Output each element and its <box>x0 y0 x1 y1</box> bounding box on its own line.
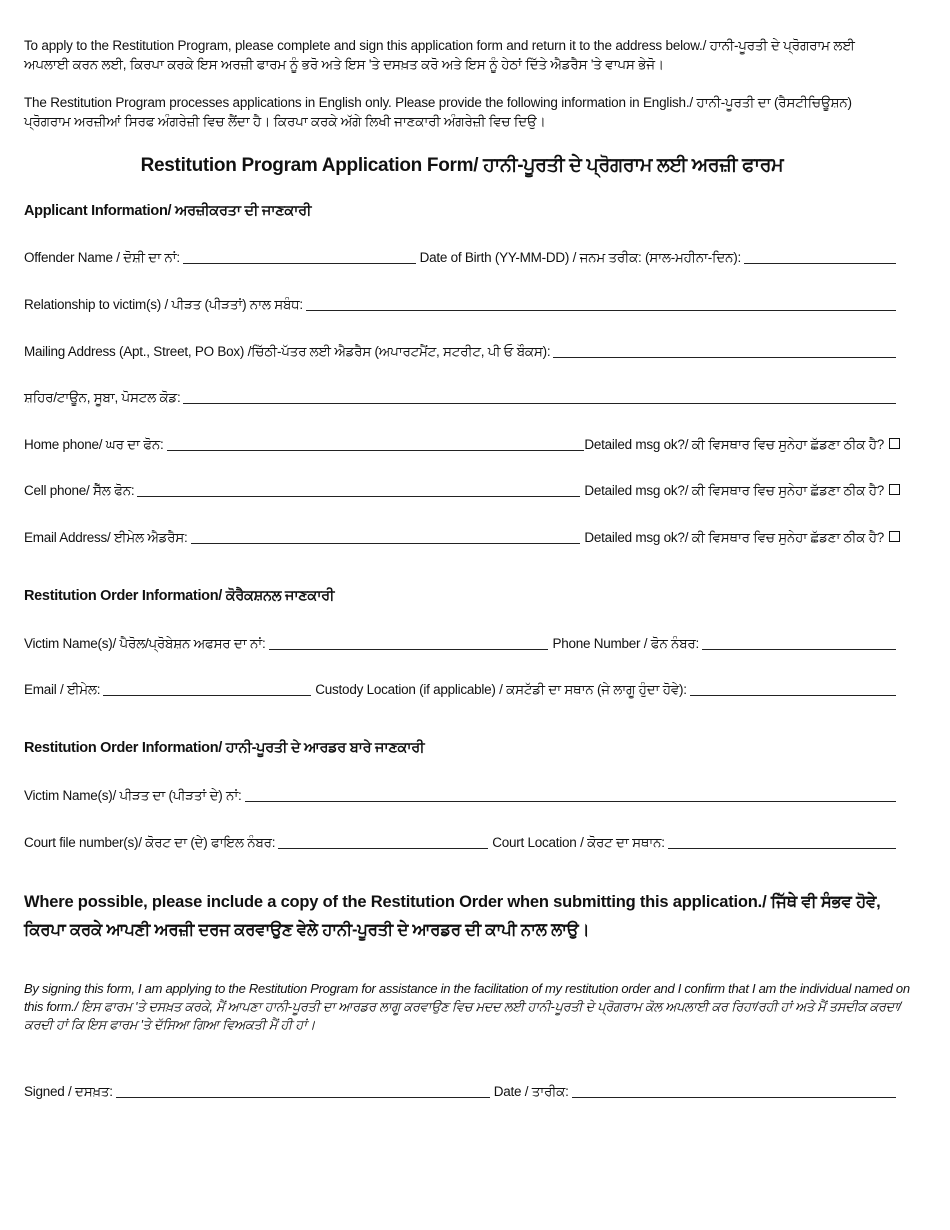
offender-name-field[interactable] <box>183 249 416 264</box>
offender-name-label: Offender Name / ਦੋਸ਼ੀ ਦਾ ਨਾਂ: <box>24 250 180 265</box>
offender-row <box>24 246 900 268</box>
cell-detailed-msg-label: Detailed msg ok?/ ਕੀ ਵਿਸਥਾਰ ਵਿਚ ਸੁਨੇਹਾ ਛੱਡਣਾ ਠੀਕ ਹੈ? <box>584 483 884 498</box>
custody-location-field[interactable] <box>690 681 896 696</box>
home-phone-field[interactable] <box>167 436 585 451</box>
city-province-postal-field[interactable] <box>183 389 896 404</box>
dob-field[interactable] <box>744 249 896 264</box>
officer-phone-label: Phone Number / ਫੋਨ ਨੰਬਰ: <box>552 636 699 651</box>
email-address-label: Email Address/ ਈਮੇਲ ਐਡਰੈਸ: <box>24 530 188 545</box>
officer-row <box>24 632 900 654</box>
order-copy-note: Where possible, please include a copy of the Restitution Order when submitting this application./ ਜਿੱਥੇ ਵੀ ਸੰਭਵ ਹੋਵੇ, ਕਿਰਪਾ ਕਰਕੇ ਆਪਣੀ ਅਰਜ਼ੀ ਦਰਜ ਕਰਵਾਉਣ ਵੇਲੇ ਹਾਨੀ-ਪੂਰਤੀ ਦੇ ਆਰਡਰ ਦੀ ਕਾਪੀ ਨਾਲ ਲਾਉ। <box>24 893 881 939</box>
date-label: Date / ਤਾਰੀਕ: <box>493 1084 569 1099</box>
signature-field[interactable] <box>116 1083 490 1098</box>
officer-phone-field[interactable] <box>702 635 896 650</box>
relationship-row <box>24 293 900 315</box>
home-detailed-msg-checkbox[interactable] <box>889 438 900 449</box>
corrections-section-heading: Restitution Order Information/ ਕੋਰੈਕਸ਼ਨਲ ਜਾਣਕਾਰੀ <box>24 588 335 604</box>
email-address-field[interactable] <box>191 529 581 544</box>
signature-row <box>24 1080 900 1102</box>
officer-email-label: Email / ਈਮੇਲ: <box>24 682 101 697</box>
mailing-address-field[interactable] <box>553 343 896 358</box>
dob-label: Date of Birth (YY-MM-DD) / ਜਨਮ ਤਰੀਕ: (ਸਾਲ-ਮਹੀਨਾ-ਦਿਨ): <box>419 250 741 265</box>
home-phone-label: Home phone/ ਘਰ ਦਾ ਫੋਨ: <box>24 437 164 452</box>
applicant-section-heading: Applicant Information/ ਅਰਜ਼ੀਕਰਤਾ ਦੀ ਜਾਣਕਾਰੀ <box>24 203 312 219</box>
cell-phone-label: Cell phone/ ਸੈੱਲ ਫੋਨ: <box>24 483 135 498</box>
declaration: By signing this form, I am applying to the Restitution Program for assistance in the facilitation of my restitution order and I confirm that I am the individual named on this form./ ਇਸ ਫਾਰਮ 'ਤੇ ਦਸਖ਼ਤ ਕਰਕੇ, ਮੈਂ ਆਪਣਾ ਹਾਨੀ-ਪੂਰਤੀ ਦਾ ਆਰਡਰ ਲਾਗੂ ਕਰਵਾਉਣ ਵਿਚ ਮਦਦ ਲਈ ਹਾਨੀ-ਪੂਰਤੀ ਦੇ ਪ੍ਰੋਗਰਾਮ ਕੋਲ ਅਪਲਾਈ ਕਰ ਰਿਹਾ/ਰਹੀ ਹਾਂ ਅਤੇ ਮੈਂ ਤਸਦੀਕ ਕਰਦਾ/ਕਰਦੀ ਹਾਂ ਕਿ ਇਸ ਫਾਰਮ 'ਤੇ ਦੱਸਿਆ ਗਿਆ ਵਿਅਕਤੀ ਮੈਂ ਹੀ ਹਾਂ। <box>24 981 910 1032</box>
custody-location-label: Custody Location (if applicable) / ਕਸਟੱਡੀ ਦਾ ਸਥਾਨ (ਜੇ ਲਾਗੂ ਹੁੰਦਾ ਹੋਵੇ): <box>315 682 687 697</box>
city-province-postal-label: ਸ਼ਹਿਰ/ਟਾਊਨ, ਸੂਬਾ, ਪੋਸਟਲ ਕੋਡ: <box>24 390 181 405</box>
email-row <box>24 526 900 548</box>
order-section-heading: Restitution Order Information/ ਹਾਨੀ-ਪੂਰਤੀ ਦੇ ਆਰਡਰ ਬਾਰੇ ਜਾਣਕਾਰੀ <box>24 740 425 756</box>
court-row <box>24 831 900 853</box>
court-file-field[interactable] <box>278 834 488 849</box>
cell-detailed-msg-checkbox[interactable] <box>889 484 900 495</box>
officer-name-label: Victim Name(s)/ ਪੈਰੋਲ/ਪ੍ਰੋਬੇਸ਼ਨ ਅਫਸਰ ਦਾ ਨਾਂ: <box>24 636 266 651</box>
court-location-field[interactable] <box>668 834 896 849</box>
city-row <box>24 386 900 408</box>
officer-email-row <box>24 678 900 700</box>
home-phone-row <box>24 433 900 455</box>
cell-phone-field[interactable] <box>137 482 580 497</box>
home-detailed-msg-label: Detailed msg ok?/ ਕੀ ਵਿਸਥਾਰ ਵਿਚ ਸੁਨੇਹਾ ਛੱਡਣਾ ਠੀਕ ਹੈ? <box>584 437 884 452</box>
cell-phone-row <box>24 479 900 501</box>
intro-paragraph-1: To apply to the Restitution Program, please complete and sign this application form and return it to the address below./ ਹਾਨੀ-ਪੂਰਤੀ ਦੇ ਪ੍ਰੋਗਰਾਮ ਲਈ ਅਪਲਾਈ ਕਰਨ ਲਈ, ਕਿਰਪਾ ਕਰਕੇ ਇਸ ਅਰਜ਼ੀ ਫਾਰਮ ਨੂੰ ਭਰੋ ਅਤੇ ਇਸ 'ਤੇ ਦਸਖ਼ਤ ਕਰੋ ਅਤੇ ਇਸ ਨੂੰ ਹੇਠਾਂ ਦਿੱਤੇ ਐਡਰੈਸ 'ਤੇ ਵਾਪਸ ਭੇਜੋ। <box>24 38 855 72</box>
mailing-row <box>24 340 900 362</box>
date-field[interactable] <box>572 1083 896 1098</box>
intro-paragraph-2: The Restitution Program processes applications in English only. Please provide the following information in English./ ਹਾਨੀ-ਪੂਰਤੀ ਦਾ (ਰੈਸਟੀਚਿਊਸ਼ਨ) ਪ੍ਰੋਗਰਾਮ ਅਰਜ਼ੀਆਂ ਸਿਰਫ ਅੰਗਰੇਜ਼ੀ ਵਿਚ ਲੈਂਦਾ ਹੈ। ਕਿਰਪਾ ਕਰਕੇ ਅੱਗੇ ਲਿਖੀ ਜਾਣਕਾਰੀ ਅੰਗਰੇਜ਼ੀ ਵਿਚ ਦਿਉ। <box>24 95 852 129</box>
form-title: Restitution Program Application Form/ ਹਾਨੀ-ਪੂਰਤੀ ਦੇ ਪ੍ਰੋਗਰਾਮ ਲਈ ਅਰਜ਼ੀ ਫਾਰਮ <box>140 155 784 176</box>
relationship-label: Relationship to victim(s) / ਪੀੜਤ (ਪੀੜਤਾਂ) ਨਾਲ ਸਬੰਧ: <box>24 297 303 312</box>
victim-names-label: Victim Name(s)/ ਪੀੜਤ ਦਾ (ਪੀੜਤਾਂ ਦੇ) ਨਾਂ: <box>24 788 242 803</box>
officer-email-field[interactable] <box>103 681 311 696</box>
court-file-label: Court file number(s)/ ਕੋਰਟ ਦਾ (ਦੇ) ਫਾਇਲ ਨੰਬਰ: <box>24 835 276 850</box>
signed-label: Signed / ਦਸਖ਼ਤ: <box>24 1084 113 1099</box>
relationship-field[interactable] <box>306 296 896 311</box>
victim-names-row <box>24 784 900 806</box>
court-location-label: Court Location / ਕੋਰਟ ਦਾ ਸਥਾਨ: <box>492 835 665 850</box>
email-detailed-msg-label: Detailed msg ok?/ ਕੀ ਵਿਸਥਾਰ ਵਿਚ ਸੁਨੇਹਾ ਛੱਡਣਾ ਠੀਕ ਹੈ? <box>584 530 884 545</box>
officer-name-field[interactable] <box>269 635 549 650</box>
email-detailed-msg-checkbox[interactable] <box>889 531 900 542</box>
victim-names-field[interactable] <box>245 787 896 802</box>
mailing-address-label: Mailing Address (Apt., Street, PO Box) /ਚਿੱਠੀ-ਪੱਤਰ ਲਈ ਐਡਰੈਸ (ਅਪਾਰਟਮੈਂਟ, ਸਟਰੀਟ, ਪੀ ਓ ਬੌਕਸ): <box>24 344 551 359</box>
